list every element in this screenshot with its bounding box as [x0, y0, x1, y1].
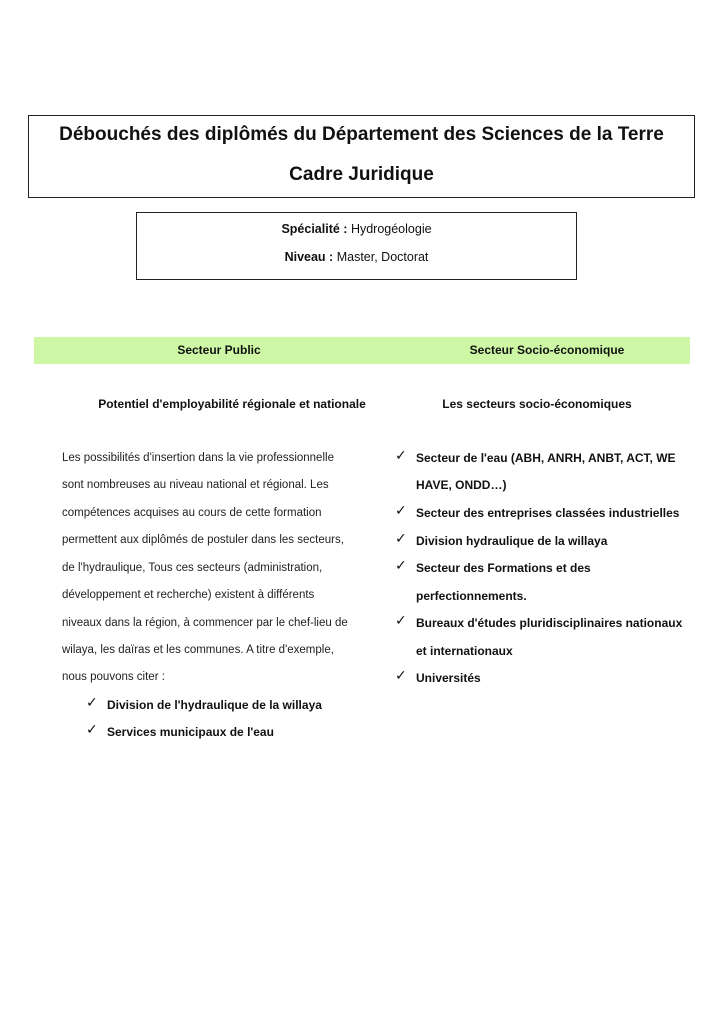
check-mark-icon: ✓ [395, 503, 407, 519]
check-mark-icon: ✓ [395, 558, 407, 574]
check-mark-icon: ✓ [395, 531, 407, 547]
left-column-header: Secteur Public [177, 343, 261, 357]
public-paragraph-line: de l'hydraulique, Tous ces secteurs (administration, [62, 562, 323, 574]
public-paragraph-line: permettent aux diplômés de postuler dans les secteurs, [62, 534, 344, 546]
socio-bullet-continued: HAVE, ONDD…) [416, 478, 507, 492]
right-column-header: Secteur Socio-économique [469, 343, 625, 357]
speciality-label: Spécialité : [281, 222, 348, 236]
public-paragraph-line: wilaya, les daïras et les communes. A titre d'exemple, [62, 644, 334, 656]
public-paragraph-line: développement et recherche) existent à différents [62, 589, 315, 601]
socio-subheading: Les secteurs socio-économiques [442, 397, 632, 411]
socio-bullet: Secteur des Formations et des [416, 561, 591, 575]
socio-bullet: Secteur de l'eau (ABH, ANRH, ANBT, ACT, WE [416, 451, 676, 465]
page-subtitle: Cadre Juridique [289, 164, 434, 185]
public-paragraph-line: nous pouvons citer : [62, 671, 165, 683]
check-mark-icon: ✓ [86, 722, 98, 738]
socio-bullet: Division hydraulique de la willaya [416, 534, 608, 548]
level-value: Master, Doctorat [336, 250, 429, 264]
public-paragraph-line: compétences acquises au cours de cette formation [62, 507, 322, 519]
public-paragraph-line: sont nombreuses au niveau national et régional. Les [62, 479, 329, 491]
socio-bullet: Secteur des entreprises classées industrielles [416, 506, 680, 520]
socio-bullet: Bureaux d'études pluridisciplinaires nationaux [416, 616, 683, 630]
public-bullet: Division de l'hydraulique de la willaya [107, 698, 322, 712]
check-mark-icon: ✓ [395, 668, 407, 684]
level-label: Niveau : [284, 250, 334, 264]
check-mark-icon: ✓ [395, 613, 407, 629]
speciality-value: Hydrogéologie [350, 222, 432, 236]
public-bullet: Services municipaux de l'eau [107, 725, 274, 739]
public-paragraph-line: niveaux dans la région, à commencer par le chef-lieu de [62, 617, 348, 629]
check-mark-icon: ✓ [86, 695, 98, 711]
check-mark-icon: ✓ [395, 448, 407, 464]
speciality-box [136, 212, 577, 280]
public-subheading: Potentiel d'employabilité régionale et nationale [98, 397, 366, 411]
public-paragraph-line: Les possibilités d'insertion dans la vie professionnelle [62, 452, 334, 464]
socio-bullet-continued: et internationaux [416, 644, 513, 658]
speciality-line [137, 220, 576, 238]
page-title: Débouchés des diplômés du Département des Sciences de la Terre [59, 124, 664, 145]
socio-bullet-continued: perfectionnements. [416, 589, 527, 603]
title-box [28, 115, 695, 198]
level-line [137, 248, 576, 266]
socio-bullet: Universités [416, 671, 481, 685]
